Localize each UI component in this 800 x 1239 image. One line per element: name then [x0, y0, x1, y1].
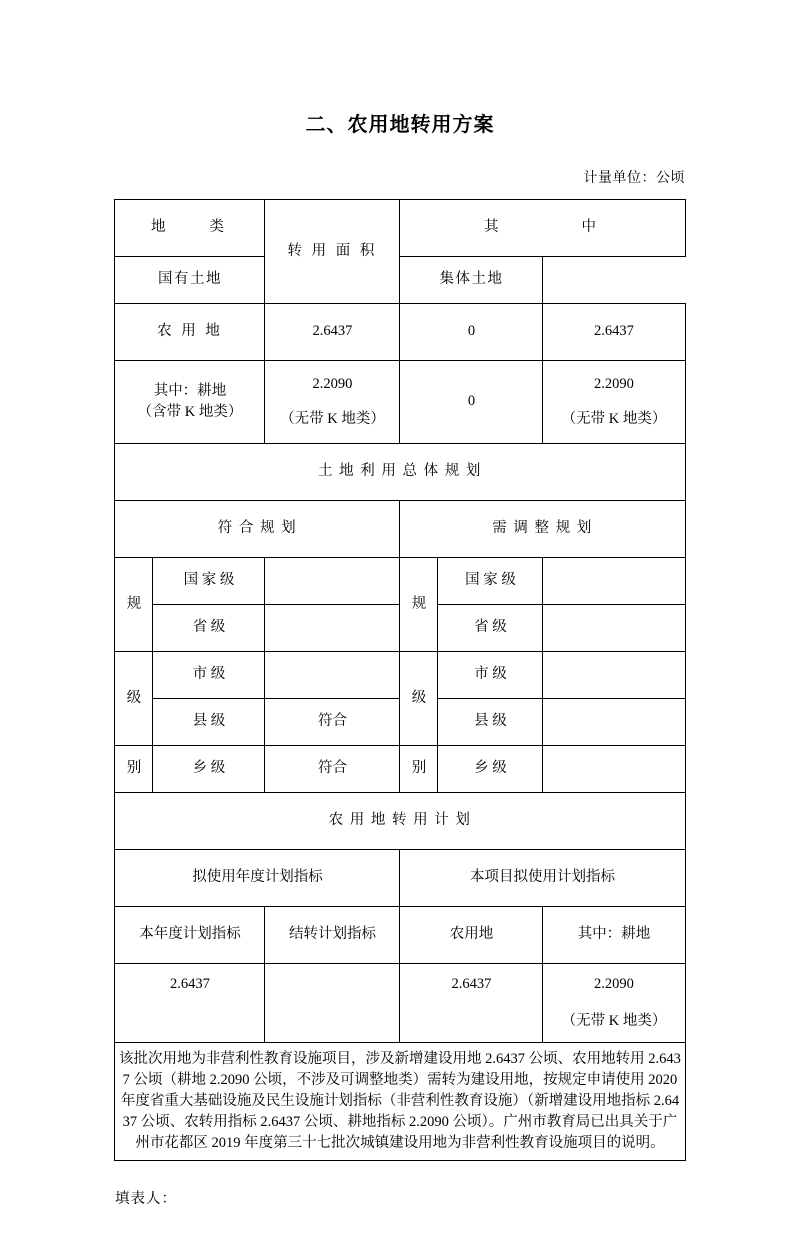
note-text: 该批次用地为非营利性教育设施项目，涉及新增建设用地 2.6437 公顷、农用地转用 2.6437 公顷（耕地 2.2090 公顷，不涉及可调整地类）需转为建设用地，按规定申请使用 2020 年度省重大基础设施及民生设施计划指标（非营利性教育设施）（新增建设用地指标 2.6437 公顷、农转用指标 2.6437 公顷、耕地指标 2.2090 公顷）。广州市教育局已出具关于广州市花都区 2019 年度第三十七批次城镇建设用地为非营利性教育设施项目的说明。	[115, 1043, 685, 1161]
agricultural-land-collective: 2.6437	[543, 304, 685, 361]
row-agricultural-land	[115, 304, 685, 361]
agricultural-land-state-owned: 0	[400, 304, 543, 361]
cultivated-land-label-line1: 其中：耕地	[153, 382, 227, 399]
adjust-level-label-national: 国 家 级	[438, 558, 543, 605]
cultivated-land-area-note: （无带 K 地类）	[280, 411, 385, 427]
adjust-level-char-2: 级	[400, 652, 438, 746]
row-level-national	[115, 558, 685, 605]
header-land-type: 地 类	[115, 200, 265, 257]
value-carryover-index	[265, 964, 400, 1043]
adjust-level-value-township	[543, 746, 685, 793]
row-conversion-plan-headers	[115, 907, 685, 964]
header-collective: 集体土地	[400, 257, 543, 304]
project-planned-title: 本项目拟使用计划指标	[400, 850, 685, 907]
agricultural-land-conversion-table	[114, 199, 685, 1161]
row-conversion-plan-values	[115, 964, 685, 1043]
agricultural-land-area: 2.6437	[265, 304, 400, 361]
header-current-year-index: 本年度计划指标	[115, 907, 265, 964]
measurement-unit-label: 计量单位：公顷	[583, 171, 685, 186]
conform-level-label-provincial: 省 级	[153, 605, 265, 652]
cultivated-land-label	[115, 361, 265, 444]
row-conversion-plan-subtitles	[115, 850, 685, 907]
conform-level-char-2: 级	[115, 652, 153, 746]
adjust-level-label-municipal: 市 级	[438, 652, 543, 699]
adjust-level-value-provincial	[543, 605, 685, 652]
table-header-row-1	[115, 200, 685, 257]
cultivated-land-collective-value: 2.2090	[594, 375, 634, 392]
adjust-level-label-county: 县 级	[438, 699, 543, 746]
value-cultivated-land-note: （无带 K 地类）	[561, 1013, 667, 1030]
value-agricultural-land: 2.6437	[400, 964, 543, 1043]
conversion-plan-title: 农 用 地 转 用 计 划	[115, 793, 685, 850]
conform-level-value-municipal	[265, 652, 400, 699]
conform-plan-title: 符 合 规 划	[115, 501, 400, 558]
conform-level-value-township: 符合	[265, 746, 400, 793]
filler-label: 填表人：	[115, 1191, 177, 1208]
table-header-row-2	[115, 257, 685, 304]
header-state-owned: 国有土地	[115, 257, 265, 304]
row-level-municipal	[115, 652, 685, 699]
conform-level-value-county: 符合	[265, 699, 400, 746]
conform-level-label-national: 国 家 级	[153, 558, 265, 605]
adjust-level-char-1: 规	[400, 558, 438, 652]
adjust-level-char-3: 别	[400, 746, 438, 793]
cultivated-land-collective	[543, 361, 685, 444]
row-cultivated-land	[115, 361, 685, 444]
adjust-level-value-municipal	[543, 652, 685, 699]
cultivated-land-area	[265, 361, 400, 444]
page-title: 二、农用地转用方案	[305, 112, 495, 136]
header-agricultural-land: 农用地	[400, 907, 543, 964]
planned-annual-title: 拟使用年度计划指标	[115, 850, 400, 907]
row-plan-subtitles	[115, 501, 685, 558]
header-converted-area: 转 用 面 积	[265, 200, 400, 304]
conform-level-label-township: 乡 级	[153, 746, 265, 793]
adjust-plan-title: 需 调 整 规 划	[400, 501, 685, 558]
agricultural-land-label: 农 用 地	[115, 304, 265, 361]
document-page	[0, 108, 800, 1239]
header-among-which: 其 中	[400, 200, 685, 257]
conform-level-value-provincial	[265, 605, 400, 652]
overall-plan-title: 土 地 利 用 总 体 规 划	[115, 444, 685, 501]
value-cultivated-land	[543, 964, 685, 1043]
row-level-township	[115, 746, 685, 793]
cultivated-land-state-owned: 0	[400, 361, 543, 444]
adjust-level-label-township: 乡 级	[438, 746, 543, 793]
conform-level-value-national	[265, 558, 400, 605]
adjust-level-value-county	[543, 699, 685, 746]
adjust-level-value-national	[543, 558, 685, 605]
value-cultivated-land-number: 2.2090	[594, 976, 634, 992]
row-overall-plan-title	[115, 444, 685, 501]
conform-level-label-county: 县 级	[153, 699, 265, 746]
conform-level-char-3: 别	[115, 746, 153, 793]
adjust-level-label-provincial: 省 级	[438, 605, 543, 652]
row-conversion-plan-title	[115, 793, 685, 850]
header-carryover-index: 结转计划指标	[265, 907, 400, 964]
conform-level-label-municipal: 市 级	[153, 652, 265, 699]
header-cultivated-land: 其中：耕地	[543, 907, 685, 964]
cultivated-land-label-line2: （含带 K 地类）	[137, 404, 243, 420]
cultivated-land-area-value: 2.2090	[312, 375, 353, 392]
cultivated-land-collective-note: （无带 K 地类）	[561, 411, 667, 427]
value-current-year-index: 2.6437	[115, 964, 265, 1043]
conform-level-char-1: 规	[115, 558, 153, 652]
row-note	[115, 1043, 685, 1161]
